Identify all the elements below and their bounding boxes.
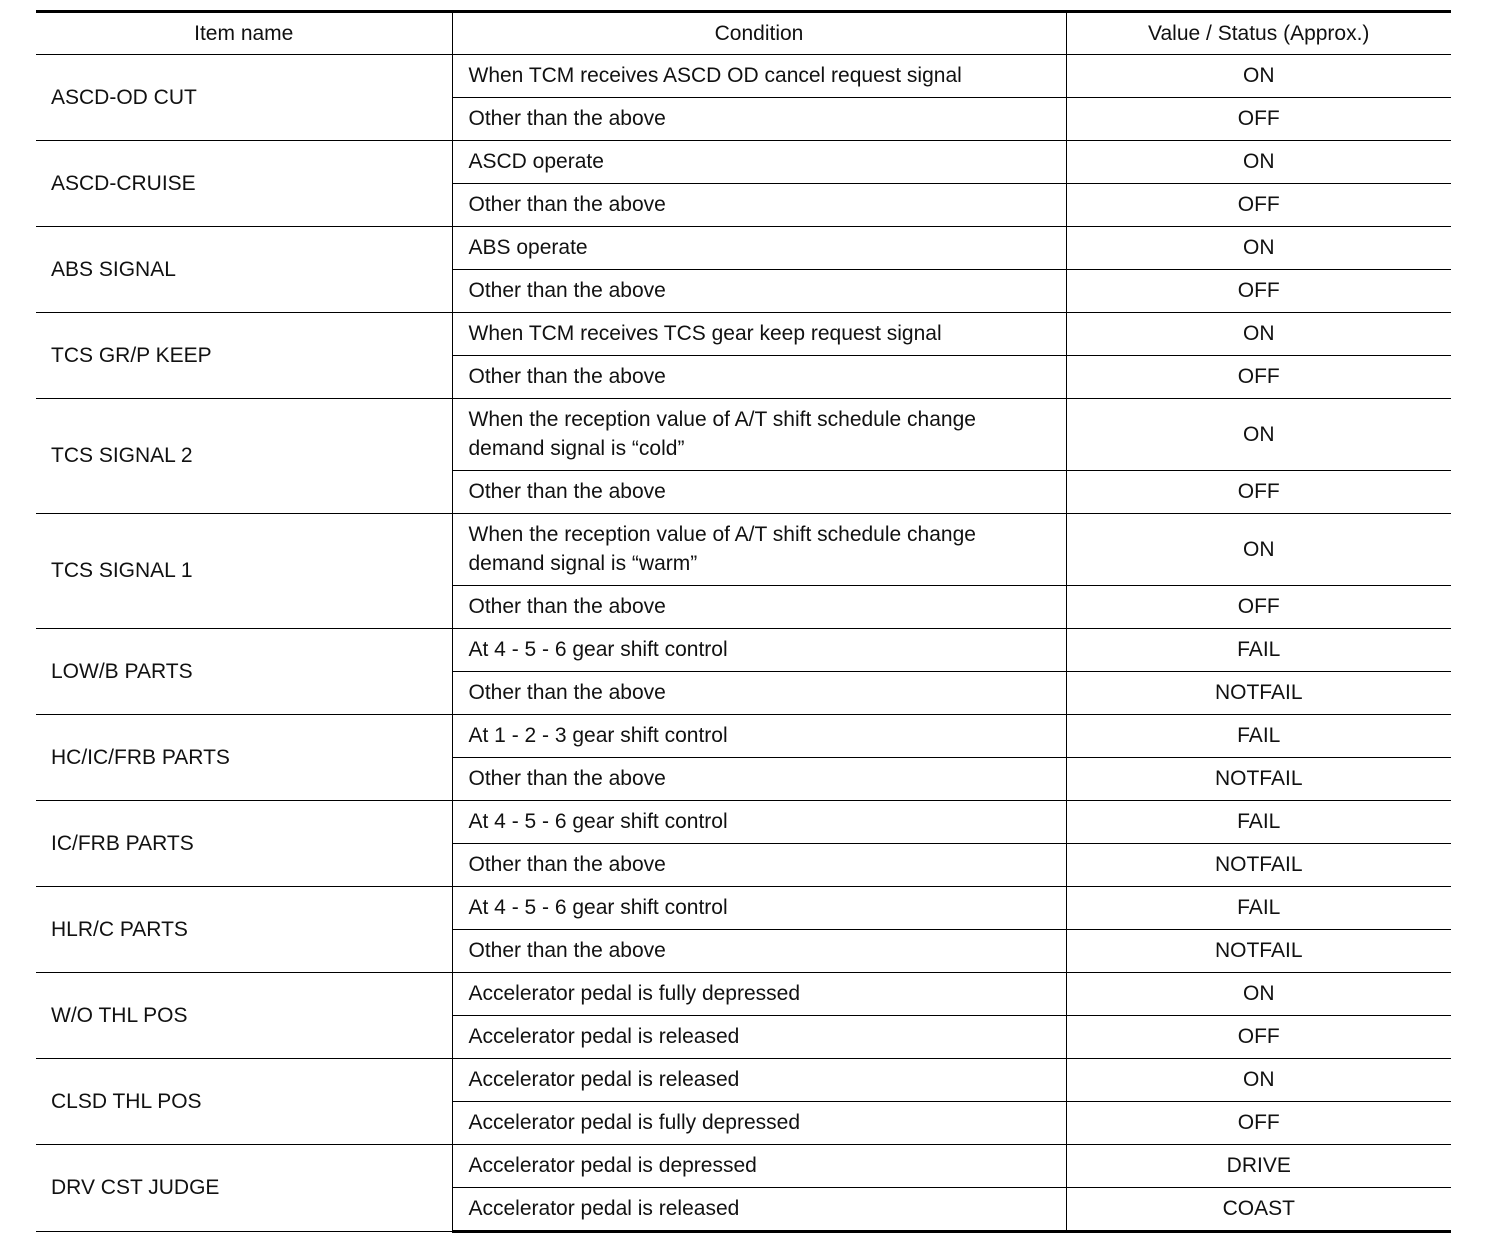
condition-cell: At 4 - 5 - 6 gear shift control <box>452 629 1066 672</box>
value-status-cell: FAIL <box>1066 715 1451 758</box>
item-name-cell: ASCD-CRUISE <box>36 141 452 227</box>
header-row <box>36 12 1451 55</box>
condition-cell: Accelerator pedal is released <box>452 1016 1066 1059</box>
value-status-cell: ON <box>1066 973 1451 1016</box>
table-row <box>36 313 1451 356</box>
header-condition: Condition <box>452 12 1066 55</box>
table-header <box>36 12 1451 55</box>
value-status-cell: ON <box>1066 1059 1451 1102</box>
value-status-cell: FAIL <box>1066 801 1451 844</box>
item-name-cell: ABS SIGNAL <box>36 227 452 313</box>
header-value-status: Value / Status (Approx.) <box>1066 12 1451 55</box>
value-status-cell: ON <box>1066 141 1451 184</box>
value-status-cell: NOTFAIL <box>1066 758 1451 801</box>
data-monitor-table <box>36 10 1451 1233</box>
condition-cell: Other than the above <box>452 98 1066 141</box>
condition-cell: Accelerator pedal is released <box>452 1188 1066 1232</box>
condition-cell: When TCM receives ASCD OD cancel request signal <box>452 55 1066 98</box>
value-status-cell: NOTFAIL <box>1066 930 1451 973</box>
table-row <box>36 629 1451 672</box>
table-row <box>36 55 1451 98</box>
item-name-cell: DRV CST JUDGE <box>36 1145 452 1232</box>
condition-cell: Other than the above <box>452 844 1066 887</box>
value-status-cell: NOTFAIL <box>1066 844 1451 887</box>
condition-cell: Other than the above <box>452 270 1066 313</box>
condition-cell: ABS operate <box>452 227 1066 270</box>
value-status-cell: ON <box>1066 514 1451 586</box>
value-status-cell: COAST <box>1066 1188 1451 1232</box>
value-status-cell: OFF <box>1066 184 1451 227</box>
item-name-cell: W/O THL POS <box>36 973 452 1059</box>
condition-cell: Other than the above <box>452 758 1066 801</box>
condition-cell: At 4 - 5 - 6 gear shift control <box>452 801 1066 844</box>
value-status-cell: OFF <box>1066 1016 1451 1059</box>
condition-cell: When the reception value of A/T shift schedule change demand signal is “cold” <box>452 399 1066 471</box>
condition-cell: Other than the above <box>452 672 1066 715</box>
value-status-cell: OFF <box>1066 356 1451 399</box>
condition-cell: Other than the above <box>452 184 1066 227</box>
value-status-cell: DRIVE <box>1066 1145 1451 1188</box>
condition-cell: Other than the above <box>452 930 1066 973</box>
value-status-cell: NOTFAIL <box>1066 672 1451 715</box>
table-row <box>36 399 1451 471</box>
item-name-cell: IC/FRB PARTS <box>36 801 452 887</box>
value-status-cell: FAIL <box>1066 629 1451 672</box>
condition-cell: When the reception value of A/T shift schedule change demand signal is “warm” <box>452 514 1066 586</box>
item-name-cell: LOW/B PARTS <box>36 629 452 715</box>
table-row <box>36 715 1451 758</box>
table-row <box>36 227 1451 270</box>
condition-cell: At 4 - 5 - 6 gear shift control <box>452 887 1066 930</box>
condition-cell: Accelerator pedal is fully depressed <box>452 973 1066 1016</box>
item-name-cell: CLSD THL POS <box>36 1059 452 1145</box>
item-name-cell: HLR/C PARTS <box>36 887 452 973</box>
value-status-cell: ON <box>1066 227 1451 270</box>
condition-cell: Other than the above <box>452 586 1066 629</box>
condition-cell: Other than the above <box>452 471 1066 514</box>
item-name-cell: TCS SIGNAL 2 <box>36 399 452 514</box>
condition-cell: Accelerator pedal is depressed <box>452 1145 1066 1188</box>
header-item-name: Item name <box>36 12 452 55</box>
value-status-cell: OFF <box>1066 586 1451 629</box>
value-status-cell: OFF <box>1066 270 1451 313</box>
table-row <box>36 801 1451 844</box>
value-status-cell: ON <box>1066 55 1451 98</box>
condition-cell: Accelerator pedal is fully depressed <box>452 1102 1066 1145</box>
condition-cell: Accelerator pedal is released <box>452 1059 1066 1102</box>
table-row <box>36 973 1451 1016</box>
item-name-cell: TCS GR/P KEEP <box>36 313 452 399</box>
table-row <box>36 141 1451 184</box>
table-row <box>36 1145 1451 1188</box>
data-monitor-table-container <box>36 10 1451 1233</box>
table-body <box>36 55 1451 1232</box>
value-status-cell: OFF <box>1066 98 1451 141</box>
value-status-cell: ON <box>1066 313 1451 356</box>
condition-cell: ASCD operate <box>452 141 1066 184</box>
condition-cell: When TCM receives TCS gear keep request signal <box>452 313 1066 356</box>
condition-cell: Other than the above <box>452 356 1066 399</box>
table-row <box>36 1059 1451 1102</box>
value-status-cell: FAIL <box>1066 887 1451 930</box>
condition-cell: At 1 - 2 - 3 gear shift control <box>452 715 1066 758</box>
table-row <box>36 887 1451 930</box>
value-status-cell: OFF <box>1066 471 1451 514</box>
item-name-cell: TCS SIGNAL 1 <box>36 514 452 629</box>
table-row <box>36 514 1451 586</box>
item-name-cell: HC/IC/FRB PARTS <box>36 715 452 801</box>
value-status-cell: ON <box>1066 399 1451 471</box>
value-status-cell: OFF <box>1066 1102 1451 1145</box>
item-name-cell: ASCD-OD CUT <box>36 55 452 141</box>
